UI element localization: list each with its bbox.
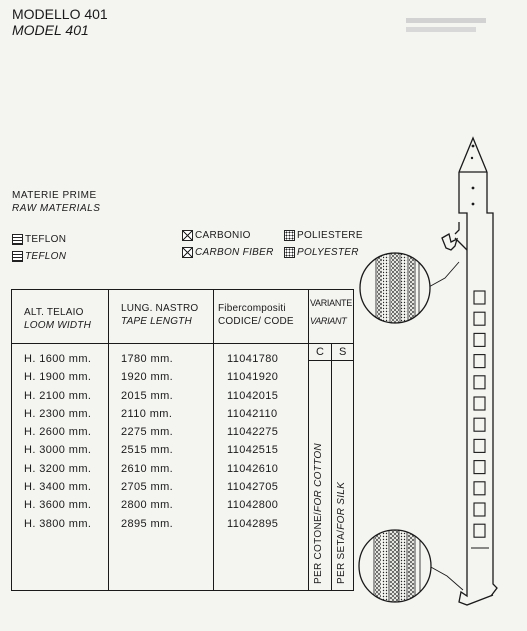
table-cell-code: 11042275	[227, 426, 279, 439]
table-cell-tape-length: 1920 mm.	[121, 371, 174, 384]
bleed-through-marks	[406, 10, 496, 50]
column-divider	[331, 344, 332, 590]
table-cell-code: 11042015	[227, 389, 279, 402]
tape-holes	[474, 291, 485, 537]
tape-hole	[474, 397, 485, 410]
table-cell-tape-length: 2610 mm.	[121, 462, 174, 475]
table-cell-loom-width: H. 1600 mm.	[24, 353, 92, 365]
table-cell-loom-width: H. 3800 mm.	[24, 517, 92, 530]
tape-diagram	[355, 130, 527, 631]
tape-hole	[474, 461, 485, 474]
table-cell-tape-length: 2275 mm.	[121, 426, 174, 439]
dotted-pattern-icon	[284, 230, 295, 241]
table-cell-tape-length: 2015 mm.	[121, 389, 174, 402]
table-cell-code: 11042705	[227, 481, 279, 494]
tape-hole	[474, 503, 485, 516]
tape-hole	[474, 418, 485, 431]
dotted-pattern-icon	[284, 247, 295, 258]
table-cell-code: 11042515	[227, 444, 279, 457]
legend-teflon-label: TEFLON	[25, 234, 67, 245]
legend-teflon-label-en: TEFLON	[25, 251, 67, 262]
header-divider	[12, 343, 353, 344]
variant-silk-label: PER SETA/FOR SILK	[336, 481, 347, 584]
table-cell-tape-length: 2895 mm.	[121, 517, 174, 530]
header-code: Fibercompositi CODICE/ CODE	[218, 303, 294, 327]
tape-hole	[474, 439, 485, 452]
table-cell-tape-length: 2705 mm.	[121, 481, 174, 494]
table-cell-code: 11041780	[227, 353, 279, 365]
crosshatch-pattern-icon	[182, 230, 193, 241]
column-loom-width	[24, 350, 91, 533]
variant-cotton-label: PER COTONE/FOR COTTON	[313, 443, 324, 584]
tape-hole	[474, 333, 485, 346]
tape-hole	[474, 312, 485, 325]
column-code	[227, 350, 278, 533]
legend-teflon	[12, 233, 66, 264]
legend-carbon-label: CARBONIO	[195, 230, 251, 241]
variant-divider	[308, 360, 353, 361]
table-cell-loom-width: H. 1900 mm.	[24, 371, 92, 384]
legend-polyester-label: POLIESTERE	[297, 230, 363, 241]
legend-carbon	[182, 229, 274, 260]
detail-leader-line	[427, 262, 459, 288]
column-tape-length	[121, 350, 173, 533]
table-cell-tape-length: 2110 mm.	[121, 407, 173, 420]
table-cell-code: 11042895	[227, 517, 279, 530]
variant-code-c: C	[316, 346, 324, 358]
striped-pattern-icon	[12, 251, 23, 262]
materials-heading: MATERIE PRIME	[12, 190, 97, 201]
page-subtitle: MODEL 401	[12, 22, 89, 38]
tape-hole	[474, 291, 485, 304]
table-cell-tape-length: 2515 mm.	[121, 444, 174, 457]
header-tape-length: LUNG. NASTRO TAPE LENGTH	[121, 303, 199, 327]
table-cell-loom-width: H. 3400 mm.	[24, 481, 92, 494]
table-cell-tape-length: 2800 mm.	[121, 499, 174, 512]
striped-pattern-icon	[12, 234, 23, 245]
materials-heading-en: RAW MATERIALS	[12, 203, 101, 214]
crosshatch-pattern-icon	[182, 247, 193, 258]
variant-code-s: S	[339, 346, 347, 358]
specs-table	[11, 289, 354, 591]
column-divider	[213, 290, 214, 590]
table-cell-loom-width: H. 2600 mm.	[24, 426, 92, 439]
tape-hole	[474, 376, 485, 389]
column-divider	[108, 290, 109, 590]
table-cell-loom-width: H. 3000 mm.	[24, 444, 92, 457]
legend-polyester	[284, 229, 363, 260]
tape-hole	[474, 355, 485, 368]
table-cell-loom-width: H. 3600 mm.	[24, 499, 92, 512]
header-variant: VARIANTE VARIANT	[310, 298, 352, 326]
detail-circle-bottom	[355, 528, 435, 608]
table-cell-code: 11042610	[227, 462, 279, 475]
legend-polyester-label-en: POLYESTER	[297, 247, 359, 258]
table-cell-loom-width: H. 2100 mm.	[24, 389, 92, 402]
table-cell-loom-width: H. 3200 mm.	[24, 462, 92, 475]
tape-hole	[474, 524, 485, 537]
column-divider	[308, 290, 309, 590]
tape-hole	[474, 482, 485, 495]
detail-circle-top	[355, 250, 435, 330]
table-cell-code: 11041920	[227, 371, 279, 384]
page-title: MODELLO 401	[12, 6, 108, 22]
header-loom-width: ALT. TELAIO LOOM WIDTH	[24, 307, 91, 331]
table-cell-code: 11042110	[227, 407, 278, 420]
table-cell-loom-width: H. 2300 mm.	[24, 407, 92, 420]
tape-top-markers	[471, 145, 475, 206]
table-cell-tape-length: 1780 mm.	[121, 353, 174, 365]
table-cell-code: 11042800	[227, 499, 279, 512]
detail-leader-line	[429, 566, 463, 590]
legend-carbon-label-en: CARBON FIBER	[195, 247, 274, 258]
tape-outline	[442, 138, 497, 605]
